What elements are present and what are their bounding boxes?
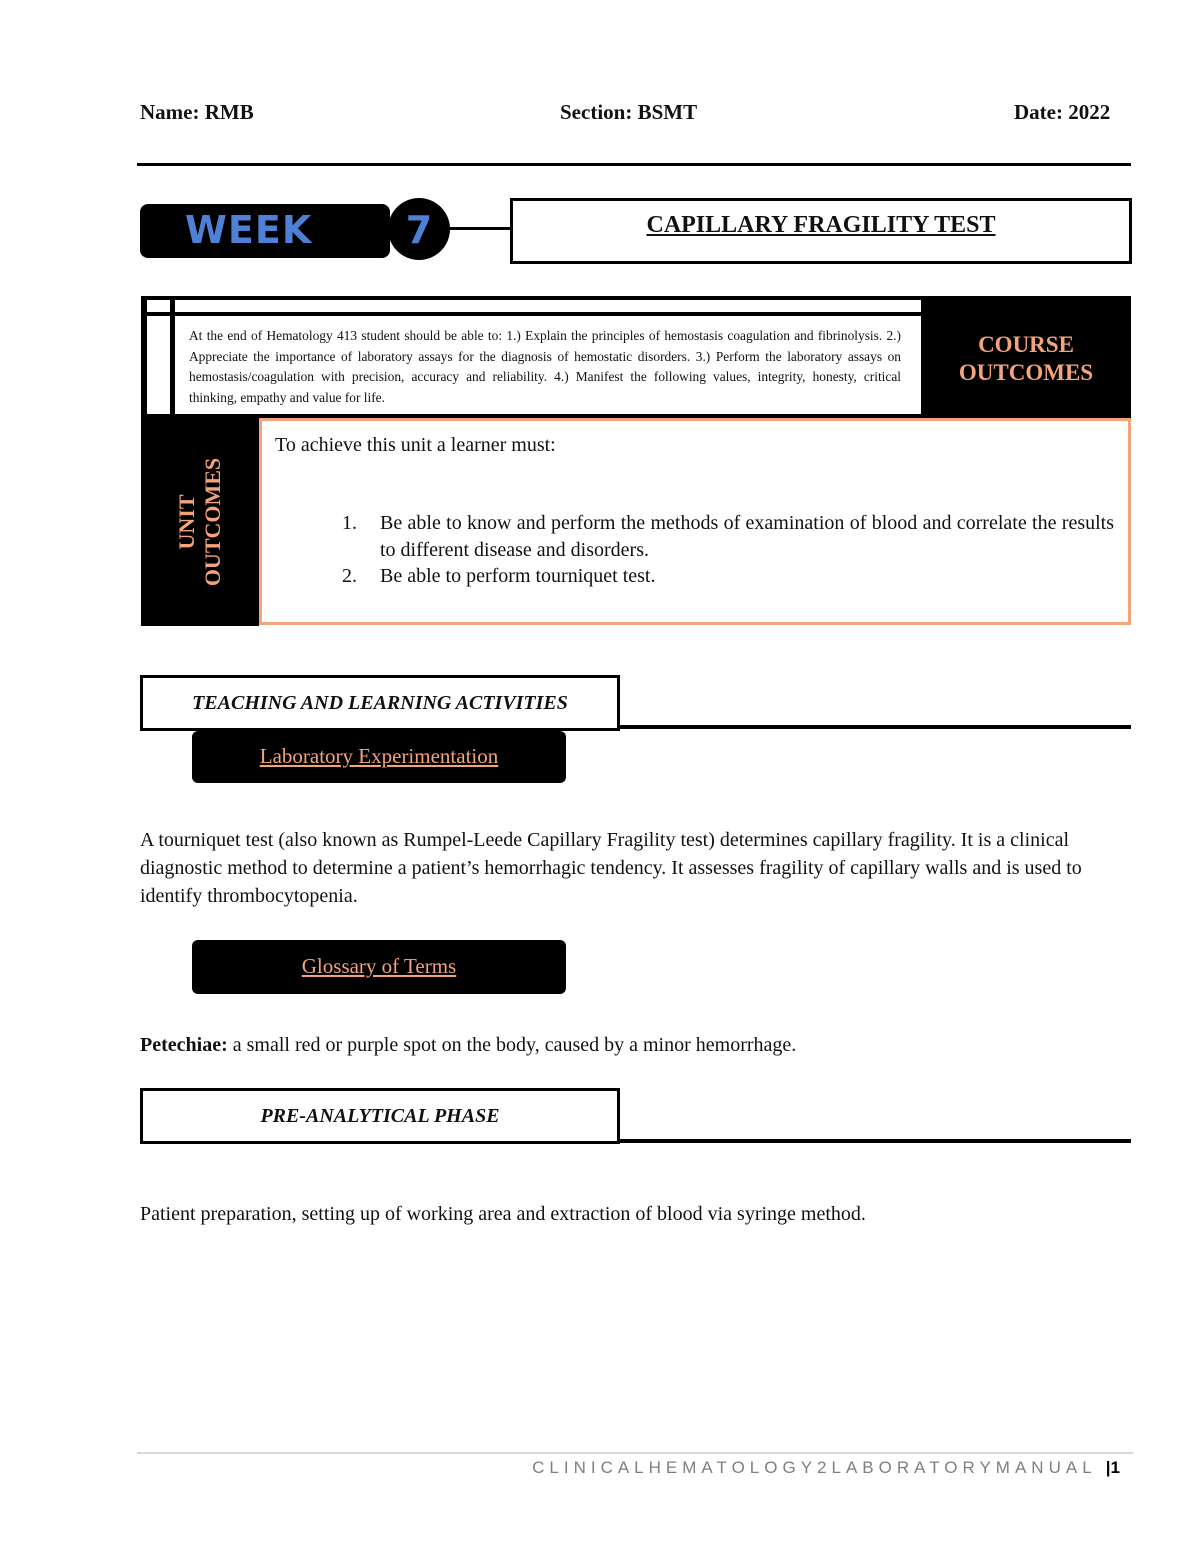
list-item <box>342 510 1114 563</box>
glossary-label[interactable]: Glossary of Terms <box>301 954 457 978</box>
footer-rule <box>137 1452 1133 1454</box>
list-item-text: Be able to know and perform the methods of examination of blood and correlate the results to different disease and disorders. <box>380 512 1114 561</box>
header-rule <box>137 163 1131 166</box>
week-label: WEEK <box>185 208 313 252</box>
name-field: Name: RMB <box>140 100 254 124</box>
course-outcomes-label-line2: OUTCOMES <box>958 360 1094 385</box>
list-item-text: Be able to perform tourniquet test. <box>380 565 656 587</box>
course-outcomes-text: At the end of Hematology 413 student should be able to: 1.) Explain the principles of hemostasis coagulation and fibrinolysis. 2.) Appreciate the importance of laboratory assays for the diagnosis of hemostatic disorders. 3.) Perform the laboratory assays on hemostasis/coagulation with precision, accuracy and reliability. 4.) Manifest the following values, integrity, honesty, critical thinking, empathy and value for life. <box>189 328 901 405</box>
page-number: 1 <box>1110 1458 1120 1477</box>
unit-outcomes-label-line1: UNIT <box>174 494 200 550</box>
footer <box>300 1458 1120 1478</box>
decorative-bar <box>170 300 175 414</box>
unit-outcomes-intro: To achieve this unit a learner must: <box>275 434 556 456</box>
pre-analytical-heading: PRE-ANALYTICAL PHASE <box>260 1105 500 1127</box>
connector-line <box>448 227 512 230</box>
section-field: Section: BSMT <box>560 100 698 124</box>
unit-outcomes-list <box>342 510 1114 590</box>
unit-outcomes-label-line2: OUTCOMES <box>200 457 226 587</box>
glossary-term: Petechiae: <box>140 1034 228 1056</box>
list-item-number: 2. <box>342 565 357 587</box>
course-outcomes-label-line1: COURSE <box>978 332 1074 357</box>
date-field: Date: 2022 <box>1014 100 1111 124</box>
tourniquet-description: A tourniquet test (also known as Rumpel-Leede Capillary Fragility test) determines capillary fragility. It is a clinical diagnostic method to determine a patient’s hemorrhagic tendency. It assesses fragility of capillary walls and is used to identify thrombocytopenia. <box>140 829 1082 907</box>
glossary-entry <box>140 1031 1120 1059</box>
unit-outcomes-label <box>141 418 259 626</box>
course-outcomes-label <box>924 331 1128 387</box>
page-separator: | <box>1105 1458 1111 1477</box>
teaching-heading: TEACHING AND LEARNING ACTIVITIES <box>192 692 568 714</box>
list-item-number: 1. <box>342 512 357 534</box>
pre-analytical-text: Patient preparation, setting up of working area and extraction of blood via syringe method. <box>140 1203 866 1225</box>
list-item <box>342 563 1114 590</box>
page-title: CAPILLARY FRAGILITY TEST <box>646 212 996 238</box>
glossary-definition: a small red or purple spot on the body, caused by a minor hemorrhage. <box>227 1034 797 1056</box>
lab-experimentation-label[interactable]: Laboratory Experimentation <box>259 744 499 768</box>
decorative-bar <box>147 312 921 316</box>
week-number: 7 <box>405 208 433 252</box>
footer-title: CLINICALHEMATOLOGY2LABORATORYMANUAL <box>532 1458 1097 1477</box>
